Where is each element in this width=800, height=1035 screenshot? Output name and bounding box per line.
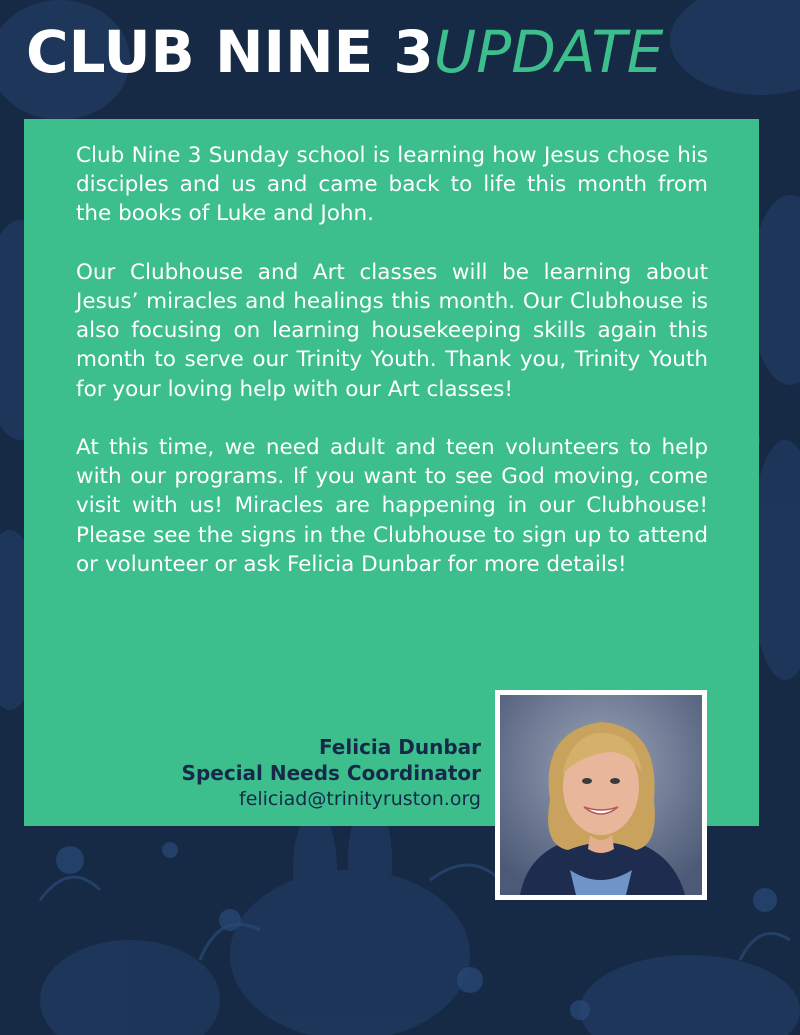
- body-text: [76, 141, 708, 579]
- signature-name: Felicia Dunbar: [318, 735, 481, 759]
- paragraph-3: At this time, we need adult and teen volunteers to help with our programs. If you want to see God moving, come visit with us! Miracles are happening in our Clubhouse! Please see the signs in the Clubhouse to sign up to attend or volunteer or ask Felicia Dunbar for more details!: [76, 435, 708, 577]
- title-main: CLUB NINE 3: [26, 18, 434, 86]
- title-accent: UPDATE: [433, 18, 664, 86]
- portrait-photo: [495, 690, 707, 900]
- portrait-image: [500, 695, 702, 895]
- paragraph-2: Our Clubhouse and Art classes will be learning about Jesus’ miracles and healings this month. Our Clubhouse is also focusing on learning housekeeping skills again this month to serve our Trinity Youth. Thank you, Trinity Youth for your loving help with our Art classes!: [76, 259, 708, 402]
- paragraph-1: Club Nine 3 Sunday school is learning how Jesus chose his disciples and us and came back to life this month from the books of Luke and John.: [76, 143, 708, 227]
- signature-role: Special Needs Coordinator: [181, 761, 481, 785]
- signature-block: [182, 734, 481, 812]
- page-title: [26, 12, 663, 92]
- signature-email: feliciad@trinityruston.org: [239, 788, 481, 810]
